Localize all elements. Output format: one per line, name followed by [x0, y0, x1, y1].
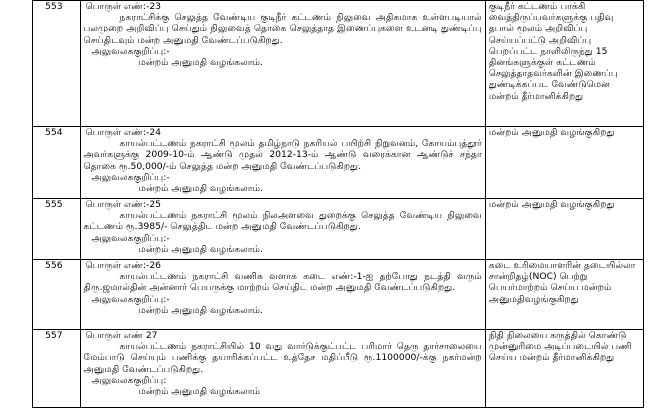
item-body — [80, 1, 485, 127]
item-resolution — [485, 260, 643, 330]
item-number: 557 — [33, 330, 81, 408]
office-note-label: அலுவலககுறிப்பு:- — [91, 171, 170, 183]
item-description: காயல்பட்டணம் நகராட்சியில் 10 வது வார்டுக்குட்பட்ட பரிமார் தெரு தார்சாலையை மேம்பாடு செய்யும் பணிக்கு தயாரிக்கப்பட்ட உத்தேச மதிப்பீடு ரூ.1100000/-க்கு நகர்மன்ற அனுமதி வேண்டப்படுகிறது. — [83, 341, 482, 375]
item-resolution — [485, 199, 643, 260]
item-body — [80, 330, 485, 408]
office-note-label: அலுவலககுறிப்பு:- — [91, 45, 170, 57]
minutes-row-557 — [33, 330, 644, 408]
item-body — [80, 127, 485, 199]
item-body — [80, 199, 485, 260]
office-note-value: மன்றம் அனுமதி வழங்கலாம். — [138, 57, 263, 69]
item-resolution — [485, 330, 643, 408]
office-note-value: மன்றம் அனுமதி வழங்கலாம். — [138, 183, 263, 195]
item-subject: பொருள் எண்:-26 — [85, 260, 162, 271]
item-description: காயல்பட்டணம் நகராட்சி வணிக வளாக கடை எண்:-1-ஐ தற்போது நடத்தி வரும் திரு.ஜமால்தின் அன்னார் பெயருக்கு மாற்றம் செய்திட மன்ற அனுமதி வேண்டப்படுகிறது. — [83, 271, 482, 294]
item-resolution — [485, 1, 643, 127]
resolution-text: மன்றம் அனுமதி வழங்குகிறது — [488, 127, 615, 138]
item-description: நகராட்சிக்கு செலுத்த வேண்டிய குடிநீர் கட்டணம் நிலுவை அதிகமாக உள்ளபடியால் பலமுறை அறிவிப்பு செய்தும் நிலுவைத் தொகை செலுத்தாத இணைப்புகளை உடனடி துண்டிப்பு செய்திடவும் மன்ற அனுமதி வேண்டப்படுகிறது. — [83, 12, 482, 46]
item-subject: பொருள் எண்:-25 — [85, 199, 162, 210]
minutes-row-554 — [33, 127, 644, 199]
item-subject: பொருள் எண்:-23 — [85, 1, 162, 12]
minutes-row-556 — [33, 260, 644, 330]
office-note-value: மன்றம் அனுமதி வழங்கலாம். — [138, 304, 263, 316]
item-body — [80, 260, 485, 330]
item-number: 553 — [33, 1, 81, 127]
item-subject: பொருள் எண்:-24 — [85, 127, 162, 138]
item-number: 555 — [33, 199, 81, 260]
office-note-value: மன்றம் அனுமதி வழங்கலாம் — [138, 386, 261, 398]
resolution-text: நிதி நிலையை கருத்தில் கொண்டு முன்னுரிமை அடிப்படையில் பணி செய்ய மன்றம் தீர்மானிக்கிறது — [488, 330, 632, 364]
resolution-text: கடை உரிமையாளரின் தடையில்லா சான்றிதழ்(NOC) பெற்று பெயர்மாற்றம் செய்ய மன்றம் அனுமதிவழங்குகிறது — [488, 260, 636, 305]
resolution-text: மன்றம் அனுமதி வழங்குகிறது — [488, 199, 615, 210]
office-note-value: மன்றம் அனுமதி வழங்கலாம். — [138, 243, 263, 255]
item-description: காயல்பட்டணம் நகராட்சி மூலம் தமிழ்நாடு நகரியல் பயிற்சி நிறுவனம், கோயம்புத்தூர் அவர்களுக்கு 2009-10-ம் ஆண்டு முதல் 2012-13-ம் ஆண்டு வரைக்கான ஆண்டுச் சந்தா தொகை ரூ.50,000/-ம் செலுத்த மன்ற அனுமதி வேண்டப்படுகிறது. — [83, 138, 482, 172]
resolution-text: குடிநீர் கட்டணம் பாக்கி வைத்திருப்பவர்களுக்கு பதிவு தபால் மூலம் அறிவிப்பு செய்யப்பட்டு அறிவிப்பு பெறப்பட்ட நாளிலிருந்து 15 தினங்களுக்குள் கட்டணம் செலுத்தாதவர்களின் இணைப்பு துண்டிக்கப்பட வேண்டுமென மன்றம் தீர்மானிக்கிறது — [488, 1, 618, 102]
item-resolution — [485, 127, 643, 199]
item-subject: பொருள் எண் 27 — [85, 330, 158, 341]
council-minutes-table — [32, 0, 644, 408]
office-note-label: அலுவலககுறிப்பு:- — [91, 232, 170, 244]
office-note-label: அலுவலககுறிப்பு:- — [91, 293, 170, 305]
minutes-row-553 — [33, 1, 644, 127]
minutes-row-555 — [33, 199, 644, 260]
item-description: காயல்பட்டணம் நகராட்சி மூலம் நிலஅளவை துறைக்கு செலுத்த வேண்டிய நிலுவை கட்டணம் ரூ.3985/- செலுத்திட மன்ற அனுமதி வேண்டப்படுகிறது. — [83, 210, 482, 233]
item-number: 554 — [33, 127, 81, 199]
item-number: 556 — [33, 260, 81, 330]
office-note-label: அலுவலககுறிப்பு: — [91, 374, 167, 386]
